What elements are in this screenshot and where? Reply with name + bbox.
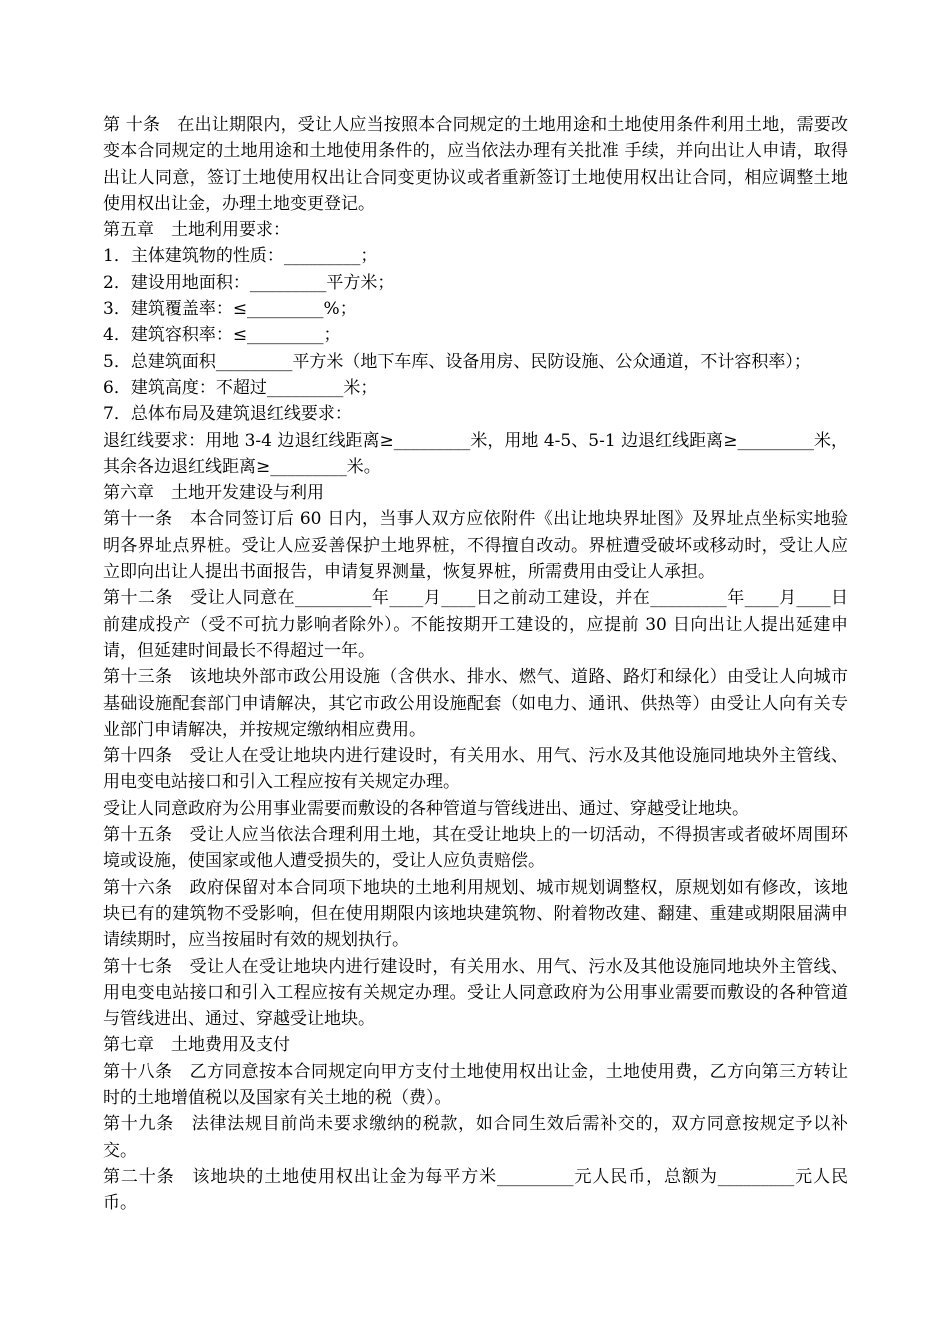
pipeline-consent-paragraph: 受让人同意政府为公用事业需要而敷设的各种管道与管线进出、通过、穿越受让地块。 bbox=[103, 798, 749, 819]
article-16-paragraph: 第十六条 政府保留对本合同项下地块的土地利用规划、城市规划调整权，原规划如有修改，该地块已有的建筑物不受影响，但在使用期限内该地块建筑物、附着物改建、翻建、重建或期限届满申请续期时，应当按届时有效的规划执行。 bbox=[103, 877, 848, 951]
article-15-paragraph: 第十五条 受让人应当依法合理利用土地，其在受让地块上的一切活动，不得损害或者破坏周围环境或设施，使国家或他人遭受损失的，受让人应负责赔偿。 bbox=[103, 825, 848, 872]
article-14-paragraph: 第十四条 受让人在受让地块内进行建设时，有关用水、用气、污水及其他设施同地块外主管线、用电变电站接口和引入工程应按有关规定办理。 bbox=[103, 746, 848, 793]
requirement-item-4: 4．建筑容积率：≤_________； bbox=[103, 325, 341, 346]
article-17-paragraph: 第十七条 受让人在受让地块内进行建设时，有关用水、用气、污水及其他设施同地块外主管线、用电变电站接口和引入工程应按有关规定办理。受让人同意政府为公用事业需要而敷设的各种管道与管线进出、通过、穿越受让地块。 bbox=[103, 956, 848, 1030]
setback-requirement-paragraph: 退红线要求：用地 3-4 边退红线距离≥_________米，用地 4-5、5-1 边退红线距离≥_________米，其余各边退红线距离≥_________米。 bbox=[103, 430, 848, 477]
requirement-item-3: 3．建筑覆盖率：≤_________%； bbox=[103, 299, 357, 320]
requirement-item-1: 1．主体建筑物的性质：_________； bbox=[103, 246, 378, 267]
requirement-item-7: 7．总体布局及建筑退红线要求： bbox=[103, 404, 352, 425]
document-page bbox=[103, 112, 848, 1216]
requirement-item-2: 2．建设用地面积：_________平方米； bbox=[103, 272, 395, 293]
article-18-paragraph: 第十八条 乙方同意按本合同规定向甲方支付土地使用权出让金，土地使用费，乙方向第三方转让时的土地增值税以及国家有关土地的税（费）。 bbox=[103, 1061, 848, 1108]
chapter-5-heading: 第五章 土地利用要求： bbox=[103, 220, 290, 241]
article-10-paragraph: 第 十条 在出让期限内，受让人应当按照本合同规定的土地用途和土地使用条件利用土地，需要改变本合同规定的土地用途和土地使用条件的，应当依法办理有关批准 手续，并向出让人申请，取得出让人同意，签订土地使用权出让合同变更协议或者重新签订土地使用权出让合同，相应调整土地使用权出让金，办理土地变更登记。 bbox=[103, 115, 848, 214]
article-19-paragraph: 第十九条 法律法规目前尚未要求缴纳的税款，如合同生效后需补交的，双方同意按规定予以补交。 bbox=[103, 1114, 848, 1161]
requirement-item-6: 6．建筑高度：不超过_________米； bbox=[103, 377, 378, 398]
chapter-6-heading: 第六章 土地开发建设与利用 bbox=[103, 483, 324, 504]
article-13-paragraph: 第十三条 该地块外部市政公用设施（含供水、排水、燃气、道路、路灯和绿化）由受让人向城市基础设施配套部门申请解决，其它市政公用设施配套（如电力、通讯、供热等）由受让人向有关专业部门申请解决，并按规定缴纳相应费用。 bbox=[103, 667, 848, 740]
article-11-paragraph: 第十一条 本合同签订后 60 日内，当事人双方应依附件《出让地块界址图》及界址点坐标实地验明各界址点界桩。受让人应妥善保护土地界桩，不得擅自改动。界桩遭受破坏或移动时，受让人应立即向出让人提出书面报告，申请复界测量，恢复界桩，所需费用由受让人承担。 bbox=[103, 509, 848, 583]
requirement-item-5: 5．总建筑面积_________平方米（地下车库、设备用房、民防设施、公众通道，不计容积率）； bbox=[103, 351, 811, 372]
chapter-7-heading: 第七章 土地费用及支付 bbox=[103, 1035, 290, 1056]
article-12-paragraph: 第十二条 受让人同意在_________年____月____日之前动工建设，并在_________年____月____日前建成投产（受不可抗力影响者除外）。不能按期开工建设的，应提前 30 日向出让人提出延建申请，但延建时间最长不得超过一年。 bbox=[103, 588, 848, 661]
article-20-paragraph: 第二十条 该地块的土地使用权出让金为每平方米_________元人民币，总额为_________元人民币。 bbox=[103, 1166, 848, 1214]
